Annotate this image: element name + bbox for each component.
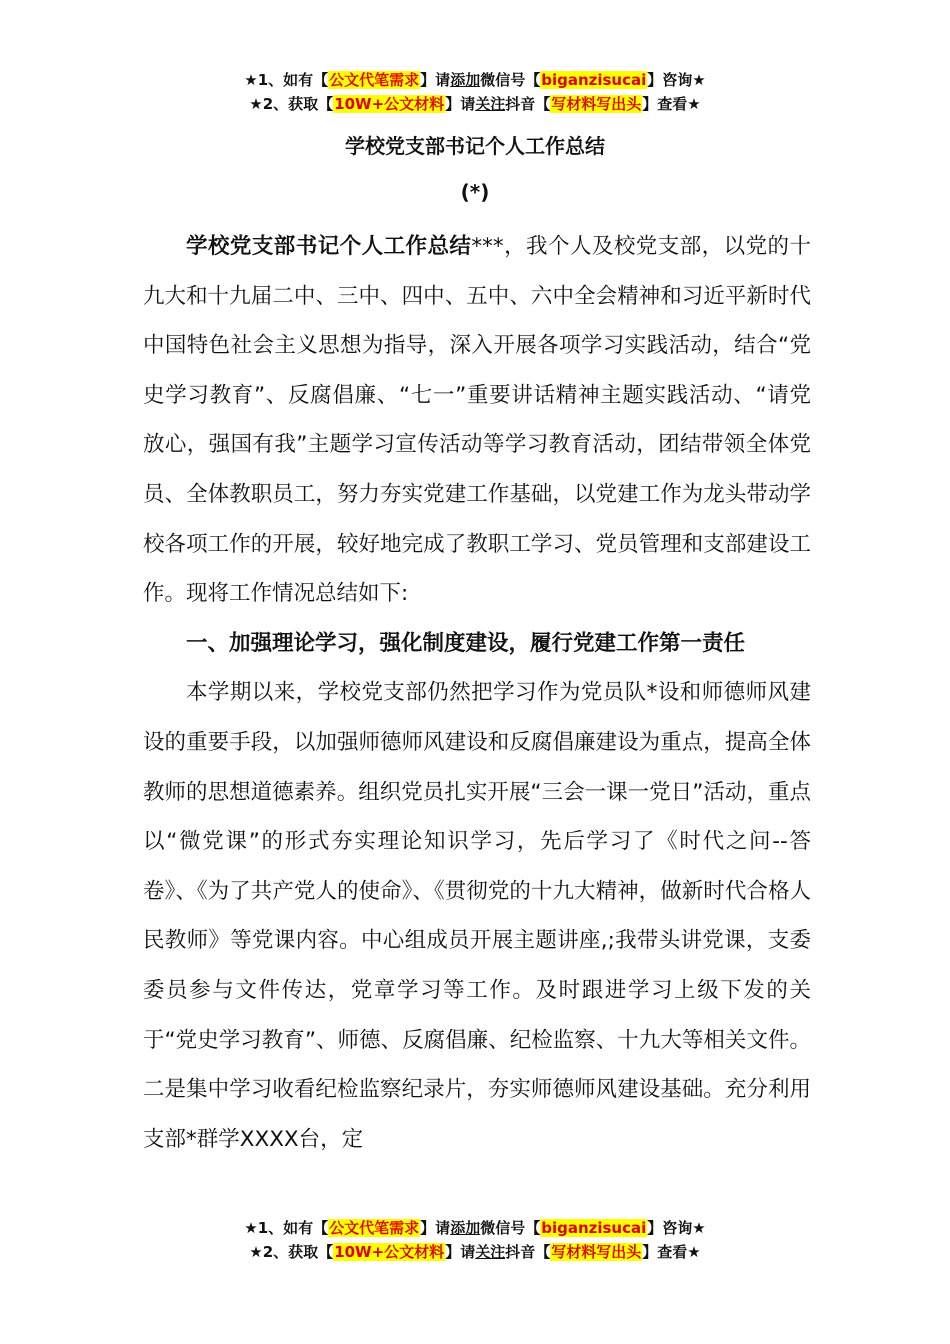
document-body	[143, 222, 811, 1164]
section-1-heading: 一、加强理论学习，强化制度建设，履行党建工作第一责任	[186, 630, 746, 656]
promo-banner-top	[0, 68, 950, 116]
document-title: 学校党支部书记个人工作总结	[345, 134, 605, 158]
intro-lead: 学校党支部书记个人工作总结	[186, 234, 472, 259]
promo-highlight: 10W+公文材料	[334, 95, 445, 113]
promo-line-2: ★2、获取【10W+公文材料】请关注抖音【写材料写出头】查看★	[249, 1243, 701, 1261]
promo-highlight: 公文代笔需求	[329, 1219, 420, 1237]
section-1-paragraph: 本学期以来，学校党支部仍然把学习作为党员队*设和师德师风建设的重要手段，以加强师德师风建设和反腐倡廉建设为重点，提高全体教师的思想道德素养。组织党员扎实开展“三会一课一党日”活动，重点以“微党课”的形式夯实理论知识学习，先后学习了《时代之问--答卷》、《为了共产党人的使命》、《贯彻党的十九大精神，做新时代合格人民教师》等党课内容。中心组成员开展主题讲座,;我带头讲党课，支委委员参与文件传达，党章学习等工作。及时跟进学习上级下发的关于“党史学习教育”、师德、反腐倡廉、纪检监察、十九大等相关文件。二是集中学习收看纪检监察纪录片，夯实师德师风建设基础。充分利用支部*群学XXXX台，定	[143, 680, 811, 1152]
promo-line-1: ★1、如有【公文代笔需求】请添加微信号【biganzisucai】咨询★	[244, 71, 706, 89]
promo-highlight: 10W+公文材料	[334, 1243, 445, 1261]
promo-banner-bottom	[0, 1216, 950, 1264]
document-subtitle: (*)	[460, 180, 490, 204]
promo-line-2: ★2、获取【10W+公文材料】请关注抖音【写材料写出头】查看★	[249, 95, 701, 113]
promo-line-1: ★1、如有【公文代笔需求】请添加微信号【biganzisucai】咨询★	[244, 1219, 706, 1237]
wechat-id-highlight: biganzisucai	[541, 1219, 647, 1237]
intro-paragraph	[143, 222, 811, 619]
douyin-id-highlight: 写材料写出头	[551, 1243, 642, 1261]
promo-highlight: 公文代笔需求	[329, 71, 420, 89]
wechat-id-highlight: biganzisucai	[541, 71, 647, 89]
douyin-id-highlight: 写材料写出头	[551, 95, 642, 113]
intro-text: ***，我个人及校党支部，以党的十九大和十九届二中、三中、四中、五中、六中全会精神和习近平新时代中国特色社会主义思想为指导，深入开展各项学习实践活动，结合“党史学习教育”、反腐倡廉、“七一”重要讲话精神主题实践活动、“请党放心，强国有我”主题学习宣传活动等学习教育活动，团结带领全体党员、全体教职员工，努力夯实党建工作基础，以党建工作为龙头带动学校各项工作的开展，较好地完成了教职工学习、党员管理和支部建设工作。现将工作情况总结如下:	[143, 234, 811, 607]
